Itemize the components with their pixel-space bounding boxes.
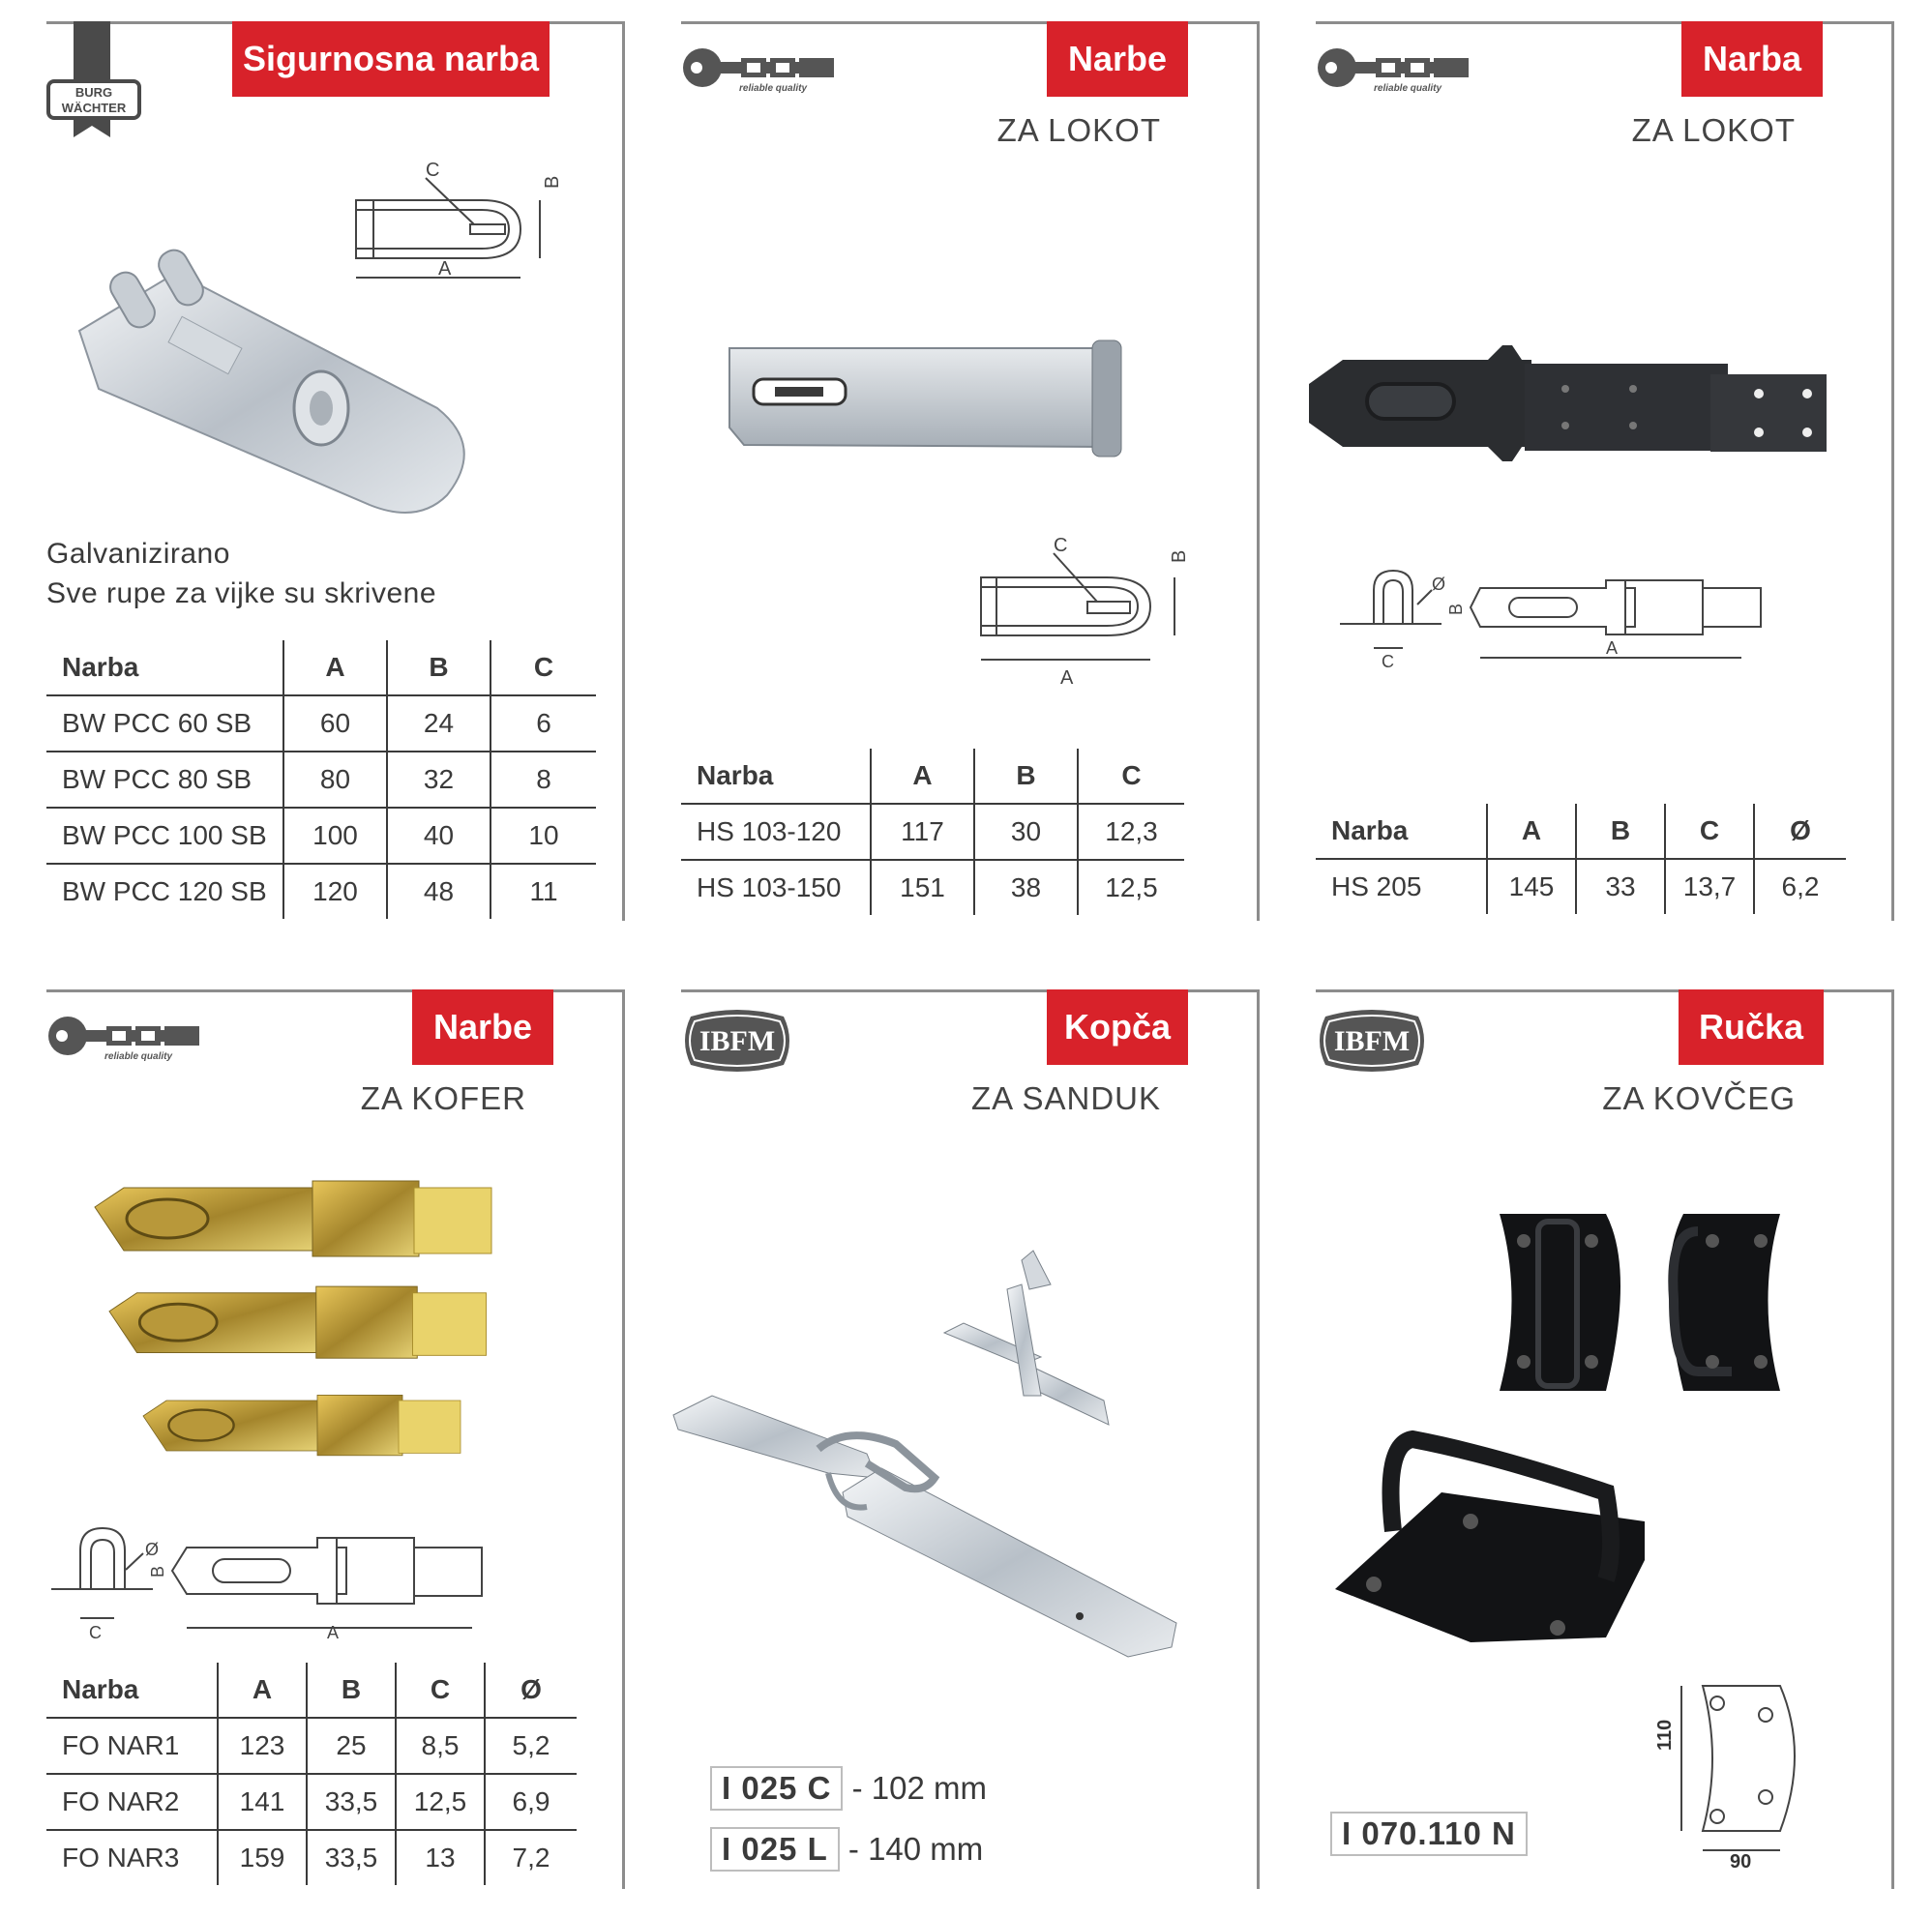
table-cell: 145 (1487, 859, 1576, 914)
table-header-cell: Ø (1754, 804, 1846, 859)
table-row (1316, 859, 1846, 914)
dimension-drawing (1335, 561, 1838, 677)
table-cell: 12,5 (1078, 860, 1184, 915)
fom-logo (1316, 41, 1471, 99)
table-cell: BW PCC 100 SB (46, 808, 283, 864)
handle-dimension-drawing (1654, 1676, 1858, 1873)
table-row (46, 695, 596, 752)
table-cell: 6 (490, 695, 596, 752)
table-cell: 10 (490, 808, 596, 864)
table-cell: 38 (974, 860, 1078, 915)
panel-side-rule (1891, 989, 1894, 1889)
table-header-row (681, 749, 1184, 804)
table-cell: 5,2 (485, 1718, 577, 1774)
table-cell: 33 (1576, 859, 1665, 914)
table-header-cell: B (974, 749, 1078, 804)
table-header-cell: Narba (46, 640, 283, 695)
table-cell: 7,2 (485, 1830, 577, 1885)
table-cell: 80 (283, 752, 387, 808)
table-cell: 8,5 (396, 1718, 485, 1774)
hasp-product-image (1304, 340, 1846, 466)
table-cell: 11 (490, 864, 596, 919)
product-code-row (710, 1766, 987, 1811)
table-row (46, 1830, 577, 1885)
table-row (681, 804, 1184, 860)
table-cell: BW PCC 60 SB (62, 708, 253, 738)
table-cell: 40 (387, 808, 490, 864)
fom-tagline: reliable quality (739, 83, 808, 94)
table-cell: HS 205 (1331, 871, 1422, 901)
badge-title: Sigurnosna narba (232, 21, 550, 97)
dimension-drawing (46, 1517, 550, 1642)
subtitle: ZA SANDUK (970, 1080, 1161, 1116)
table-header-cell: Narba (1316, 804, 1487, 859)
table-cell: 6,2 (1754, 859, 1846, 914)
panel-kopca-za-sanduk (681, 989, 1262, 1889)
table-cell: 151 (871, 860, 974, 915)
table-header-cell: C (396, 1663, 485, 1718)
table-header-row (1316, 804, 1846, 859)
table-cell: 48 (387, 864, 490, 919)
description-line-2: Sve rupe za vijke su skrivene (46, 577, 437, 609)
table-cell: 30 (974, 804, 1078, 860)
fom-tagline: reliable quality (104, 1051, 173, 1062)
dim-label-b: B (148, 1565, 167, 1578)
logo-text-burg: BURG (74, 85, 113, 100)
table-cell: 159 (218, 1830, 307, 1885)
table-header-cell: Narba (46, 1663, 218, 1718)
table-header-cell: Ø (485, 1663, 577, 1718)
panel-side-rule (622, 989, 625, 1889)
table-cell: 33,5 (307, 1774, 396, 1830)
table-cell: 117 (871, 804, 974, 860)
panel-hasp-za-lokot-1 (681, 21, 1262, 921)
table-row (46, 864, 596, 919)
badge-title: Kopča (1047, 989, 1188, 1065)
logo-text-waechter: WÄCHTER (61, 101, 127, 115)
table-cell: HS 103-120 (697, 816, 842, 846)
ibfm-logo (681, 1009, 793, 1073)
table-header-cell: A (218, 1663, 307, 1718)
dim-label-b: B (542, 175, 563, 189)
table-header-cell: C (1078, 749, 1184, 804)
badge-title: Narbe (1047, 21, 1188, 97)
table-cell: FO NAR3 (46, 1830, 218, 1885)
dim-label-c: C (426, 160, 440, 181)
panel-side-rule (1257, 989, 1260, 1889)
table-row (46, 1718, 577, 1774)
table-cell: 32 (387, 752, 490, 808)
table-cell: FO NAR1 (62, 1730, 180, 1760)
table-header-cell: A (283, 640, 387, 695)
table-row (681, 860, 1184, 915)
fom-logo (681, 41, 836, 99)
table-header-cell: A (871, 749, 974, 804)
product-code-row (1330, 1812, 1528, 1856)
table-cell: 13,7 (1665, 859, 1754, 914)
dim-label-c: C (1054, 535, 1068, 556)
subtitle: ZA LOKOT (1631, 112, 1796, 148)
table-header-cell: C (1665, 804, 1754, 859)
ibfm-logo-text: IBFM (698, 1025, 776, 1057)
product-code: I 025 L (710, 1827, 840, 1872)
table-row (46, 1774, 577, 1830)
table-cell: BW PCC 80 SB (46, 752, 283, 808)
subtitle: ZA LOKOT (996, 112, 1161, 148)
product-size: - 102 mm (851, 1770, 987, 1806)
dim-label-a: A (438, 258, 452, 280)
dim-label-b: B (1169, 549, 1190, 563)
panel-hasp-za-kofer (46, 989, 627, 1889)
table-cell: 141 (218, 1774, 307, 1830)
burg-waechter-logo (46, 21, 143, 137)
table-cell: 100 (283, 808, 387, 864)
product-code: I 070.110 N (1330, 1812, 1528, 1856)
subtitle: ZA KOVČEG (1602, 1080, 1796, 1116)
dim-label-diameter: Ø (1432, 575, 1446, 594)
panel-hasp-za-lokot-2 (1316, 21, 1896, 921)
ibfm-logo-text: IBFM (1333, 1025, 1411, 1057)
product-code-row (710, 1827, 983, 1872)
latch-product-image (673, 1251, 1186, 1686)
spec-table (46, 640, 596, 919)
table-cell: 8 (490, 752, 596, 808)
panel-side-rule (622, 21, 625, 921)
dim-label-c: C (1382, 652, 1394, 671)
table-cell: 25 (307, 1718, 396, 1774)
table-cell: 6,9 (485, 1774, 577, 1830)
spec-table (46, 1663, 577, 1885)
product-description (46, 534, 436, 613)
hasp-product-image (95, 1164, 520, 1483)
fom-logo (46, 1009, 201, 1067)
table-cell: 33,5 (307, 1830, 396, 1885)
badge-title: Narbe (412, 989, 553, 1065)
table-header-cell: C (490, 640, 596, 695)
table-header-cell: B (307, 1663, 396, 1718)
badge-title: Ručka (1679, 989, 1824, 1065)
table-cell: FO NAR2 (46, 1774, 218, 1830)
spec-table (681, 749, 1184, 915)
table-cell: 123 (218, 1718, 307, 1774)
table-cell: HS 103-150 (681, 860, 871, 915)
panel-side-rule (1257, 21, 1260, 921)
panel-side-rule (1891, 21, 1894, 921)
dim-label-a: A (1060, 667, 1074, 689)
dim-label-c: C (89, 1623, 102, 1642)
table-cell: 60 (283, 695, 387, 752)
table-cell: 120 (283, 864, 387, 919)
table-cell: 13 (396, 1830, 485, 1885)
dim-label-a: A (1606, 638, 1619, 658)
fom-tagline: reliable quality (1374, 83, 1442, 94)
product-code: I 025 C (710, 1766, 843, 1811)
dim-label-height: 110 (1654, 1719, 1676, 1751)
hasp-product-image (725, 331, 1131, 466)
handle-product-image (1325, 1202, 1887, 1686)
table-header-cell: A (1487, 804, 1576, 859)
dim-label-a: A (327, 1623, 340, 1642)
product-size: - 140 mm (847, 1831, 984, 1867)
table-header-cell: B (387, 640, 490, 695)
dim-label-width: 90 (1730, 1851, 1752, 1873)
panel-burg-waechter-hasp (46, 21, 627, 921)
dim-label-b: B (1446, 603, 1466, 615)
spec-table (1316, 804, 1846, 914)
ibfm-logo (1316, 1009, 1428, 1073)
table-row (46, 808, 596, 864)
table-row (46, 752, 596, 808)
badge-title: Narba (1681, 21, 1823, 97)
table-header-cell: B (1576, 804, 1665, 859)
table-cell: 12,3 (1078, 804, 1184, 860)
dimension-drawing (971, 534, 1204, 689)
description-line-1: Galvanizirano (46, 538, 230, 570)
dimension-drawing (346, 160, 569, 302)
table-header-cell: Narba (681, 749, 871, 804)
table-cell: 24 (387, 695, 490, 752)
table-cell: 12,5 (396, 1774, 485, 1830)
table-cell: BW PCC 120 SB (46, 864, 283, 919)
panel-rucka-za-kovceg (1316, 989, 1896, 1889)
table-header-row (46, 640, 596, 695)
subtitle: ZA KOFER (360, 1080, 526, 1116)
dim-label-diameter: Ø (145, 1540, 160, 1559)
table-header-row (46, 1663, 577, 1718)
